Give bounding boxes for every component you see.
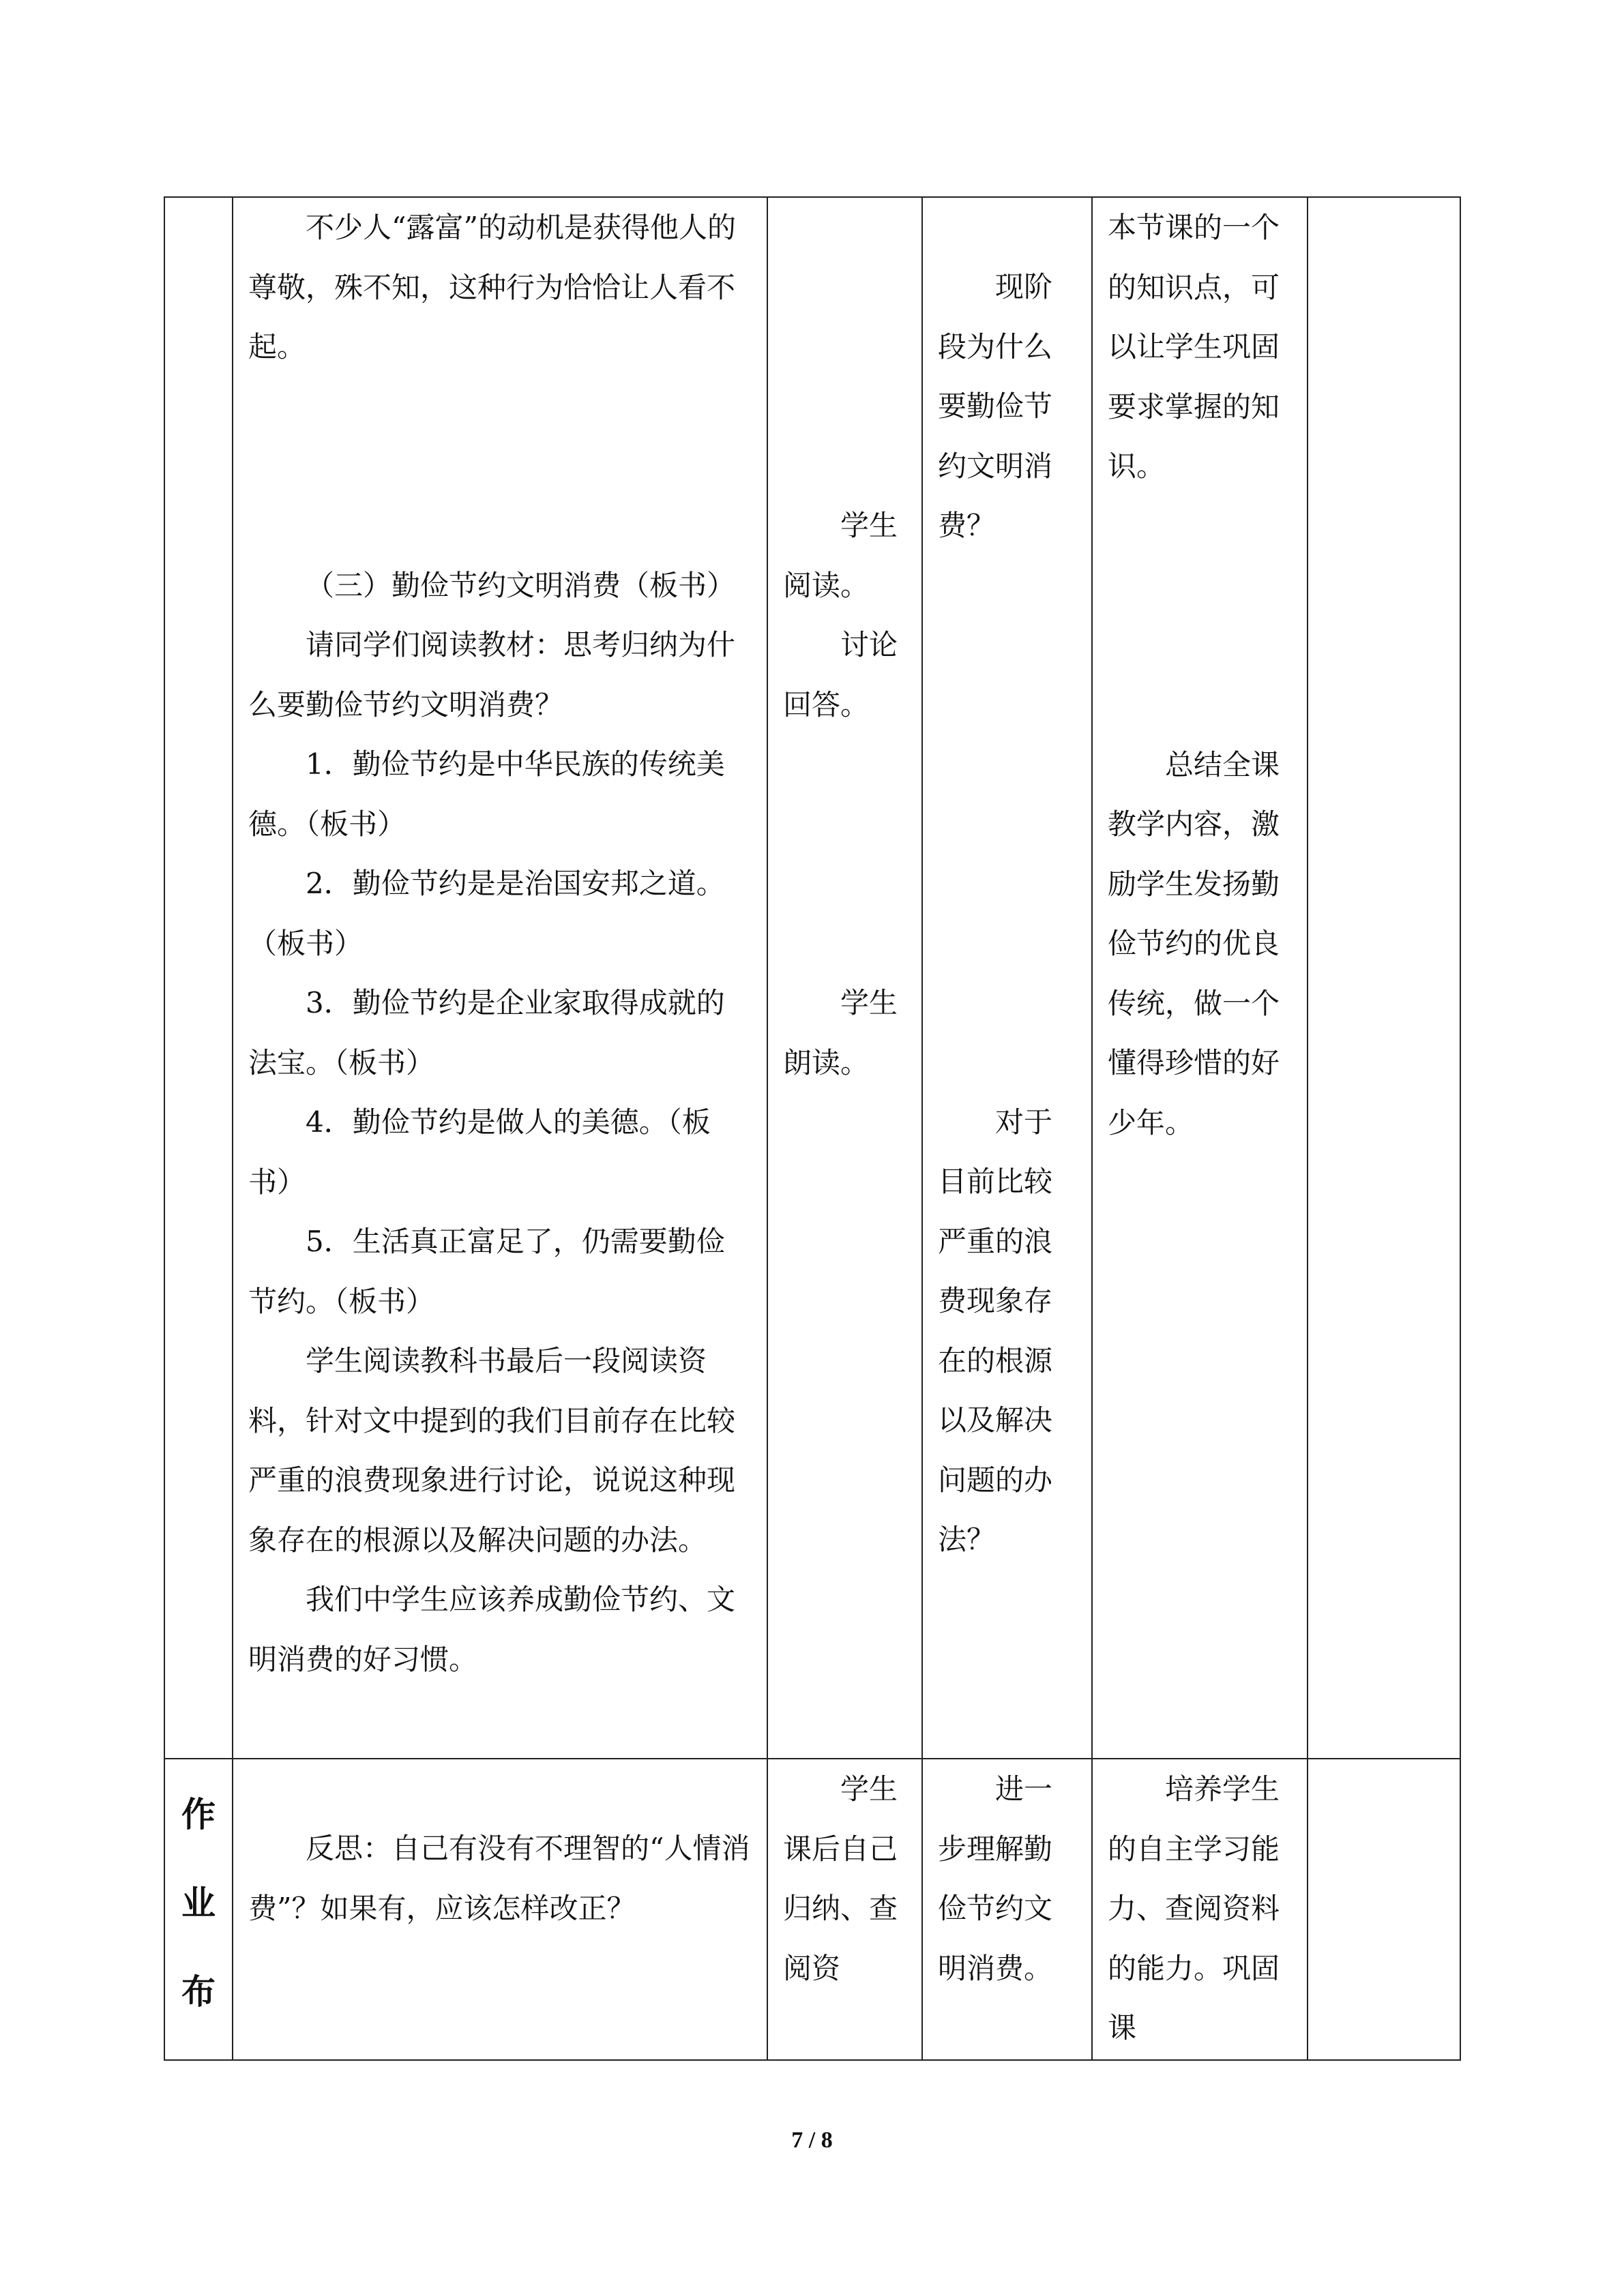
homework-content: 反思：自己有没有不理智的“人情消费”？如果有，应该怎样改正？ <box>248 1832 750 1925</box>
homework-notes-cell <box>1308 1759 1460 2060</box>
guiding-question: 现阶段为什么要勤俭节约文明消费？ <box>938 270 1053 542</box>
student-activity: 讨论回答。 <box>783 628 898 721</box>
homework-student-activity: 学生课后自己归纳、查阅资 <box>783 1772 898 1985</box>
design-intent: 总结全课教学内容，激励学生发扬勤俭节约的优良传统，做一个懂得珍惜的好少年。 <box>1108 747 1280 1139</box>
content-list-item: 5．生活真正富足了，仍需要勤俭节约。（板书） <box>248 1225 725 1318</box>
content-paragraph: 请同学们阅读教材：思考归纳为什么要勤俭节约文明消费？ <box>248 628 736 721</box>
content-subheading: （三）勤俭节约文明消费（板书） <box>306 568 736 602</box>
content-paragraph: 不少人“露富”的动机是获得他人的尊敬，殊不知，这种行为恰恰让人看不起。 <box>248 211 736 363</box>
homework-design-intent: 培养学生的自主学习能力、查阅资料的能力。巩固课 <box>1108 1772 1280 2044</box>
design-intent: 本节课的一个的知识点，可以让学生巩固要求掌握的知识。 <box>1108 211 1280 483</box>
homework-intent-cell <box>1092 1759 1308 2060</box>
content-paragraph: 学生阅读教科书最后一段阅读资料，针对文中提到的我们目前存在比较严重的浪费现象进行讨论，说说这种现象存在的根源以及解决问题的办法。 <box>248 1344 736 1557</box>
homework-guiding-question: 进一步理解勤俭节约文明消费。 <box>938 1772 1053 1985</box>
lesson-plan-table <box>164 196 1461 2061</box>
guiding-question-cell <box>922 197 1092 1759</box>
lesson-plan-table-container <box>164 196 1460 2061</box>
student-activity: 学生朗读。 <box>783 986 898 1079</box>
design-intent-cell <box>1092 197 1308 1759</box>
page-number: 7 / 8 <box>791 2128 833 2153</box>
notes-cell <box>1308 197 1460 1759</box>
content-list-item: 2．勤俭节约是是治国安邦之道。（板书） <box>248 867 725 960</box>
teaching-content-cell <box>233 197 767 1759</box>
content-list-item: 1．勤俭节约是中华民族的传统美德。（板书） <box>248 747 725 841</box>
content-paragraph: 我们中学生应该养成勤俭节约、文明消费的好习惯。 <box>248 1583 736 1676</box>
homework-content-cell <box>233 1759 767 2060</box>
student-activity: 学生阅读。 <box>783 509 898 602</box>
section-label-cell <box>164 197 233 1759</box>
student-activity-cell <box>767 197 922 1759</box>
table-row-teaching <box>164 197 1460 1759</box>
content-list-item: 3．勤俭节约是企业家取得成就的法宝。（板书） <box>248 986 725 1079</box>
guiding-question: 对于目前比较严重的浪费现象存在的根源以及解决问题的办法？ <box>938 1105 1053 1556</box>
homework-question-cell <box>922 1759 1092 2060</box>
homework-student-cell <box>767 1759 922 2060</box>
homework-label-cell <box>164 1759 233 2060</box>
table-row-homework <box>164 1759 1460 2060</box>
content-list-item: 4．勤俭节约是做人的美德。（板书） <box>248 1105 711 1199</box>
homework-label: 作 业 布 <box>181 1795 216 2012</box>
